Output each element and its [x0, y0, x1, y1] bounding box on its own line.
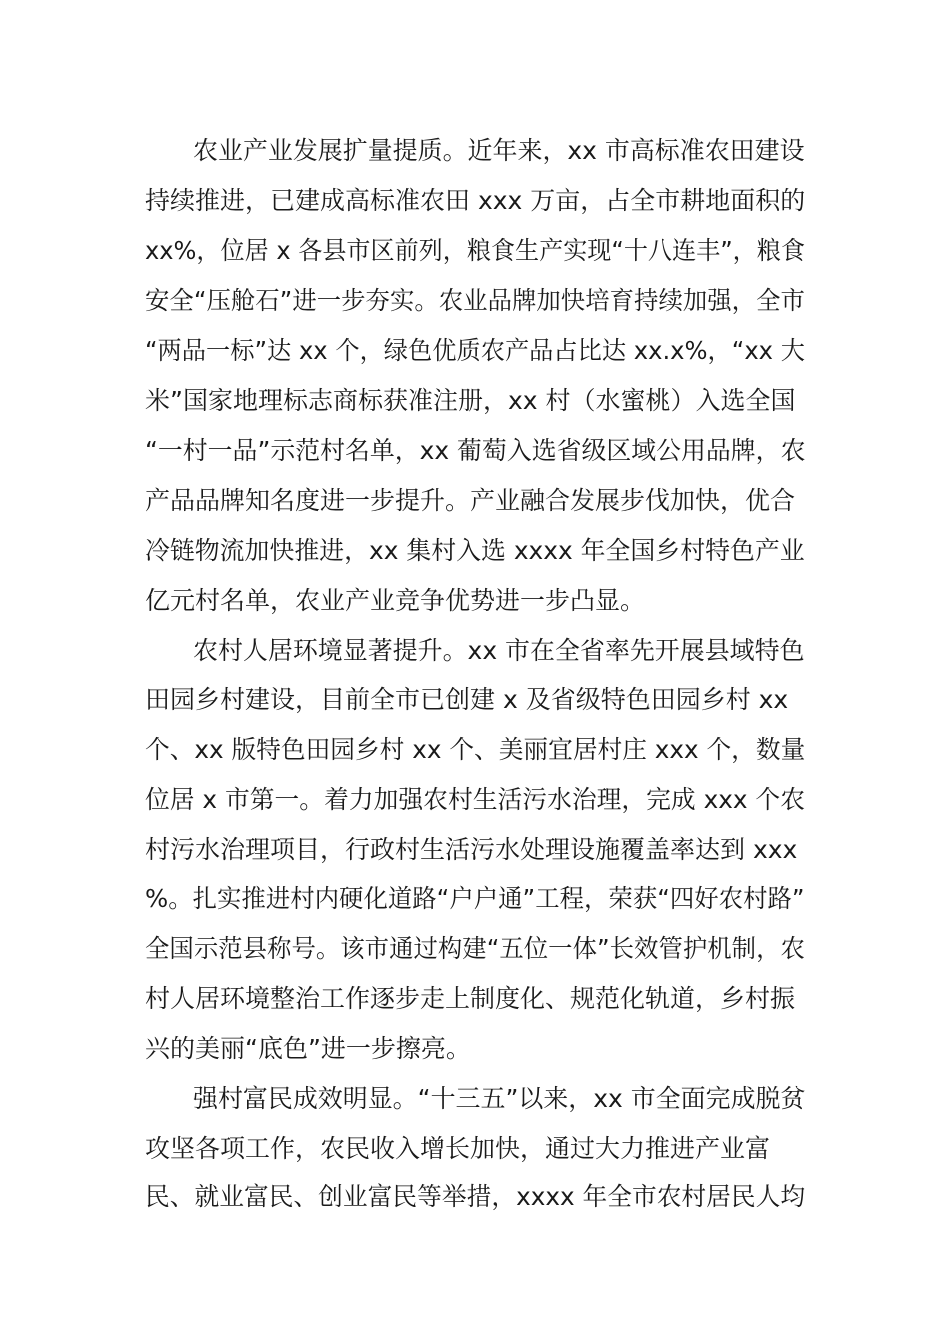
text-line: 产品品牌知名度进一步提升。产业融合发展步伐加快，优合	[145, 486, 796, 515]
text-line: 个、xx 版特色田园乡村 xx 个、美丽宜居村庄 xxx 个，数量	[145, 735, 806, 764]
text-line: 强村富民成效明显。“十三五”以来，xx 市全面完成脱贫	[193, 1084, 806, 1113]
text-line: 安全“压舱石”进一步夯实。农业品牌加快培育持续加强，全市	[145, 286, 805, 315]
text-line: 田园乡村建设，目前全市已创建 x 及省级特色田园乡村 xx	[145, 685, 789, 714]
text-line: 攻坚各项工作，农民收入增长加快，通过大力推进产业富	[145, 1134, 771, 1163]
text-line: 亿元村名单，农业产业竞争优势进一步凸显。	[145, 586, 646, 615]
text-line: 村污水治理项目，行政村生活污水处理设施覆盖率达到 xxx	[145, 835, 798, 864]
text-line: “一村一品”示范村名单，xx 葡萄入选省级区域公用品牌，农	[145, 436, 806, 465]
text-line: 位居 x 市第一。着力加强农村生活污水治理，完成 xxx 个农	[145, 785, 805, 814]
text-line: 民、就业富民、创业富民等举措，xxxx 年全市农村居民人均	[145, 1182, 806, 1211]
text-line: 兴的美丽“底色”进一步擦亮。	[145, 1034, 471, 1063]
text-line: %。扎实推进村内硬化道路“户户通”工程，荣获“四好农村路”	[145, 884, 805, 913]
text-line: 持续推进，已建成高标准农田 xxx 万亩，占全市耕地面积的	[145, 186, 806, 215]
text-line: 农村人居环境显著提升。xx 市在全省率先开展县域特色	[193, 636, 805, 665]
text-line: “两品一标”达 xx 个，绿色优质农产品占比达 xx.x%，“xx 大	[145, 336, 805, 365]
text-line: 农业产业发展扩量提质。近年来，xx 市高标准农田建设	[193, 136, 805, 165]
text-line: xx%，位居 x 各县市区前列，粮食生产实现“十八连丰”，粮食	[145, 236, 805, 265]
text-line: 米”国家地理标志商标获准注册，xx 村（水蜜桃）入选全国	[145, 386, 796, 415]
text-line: 村人居环境整治工作逐步走上制度化、规范化轨道，乡村振	[145, 984, 796, 1013]
text-line: 全国示范县称号。该市通过构建“五位一体”长效管护机制，农	[145, 934, 805, 963]
text-line: 冷链物流加快推进，xx 集村入选 xxxx 年全国乡村特色产业	[145, 536, 805, 565]
